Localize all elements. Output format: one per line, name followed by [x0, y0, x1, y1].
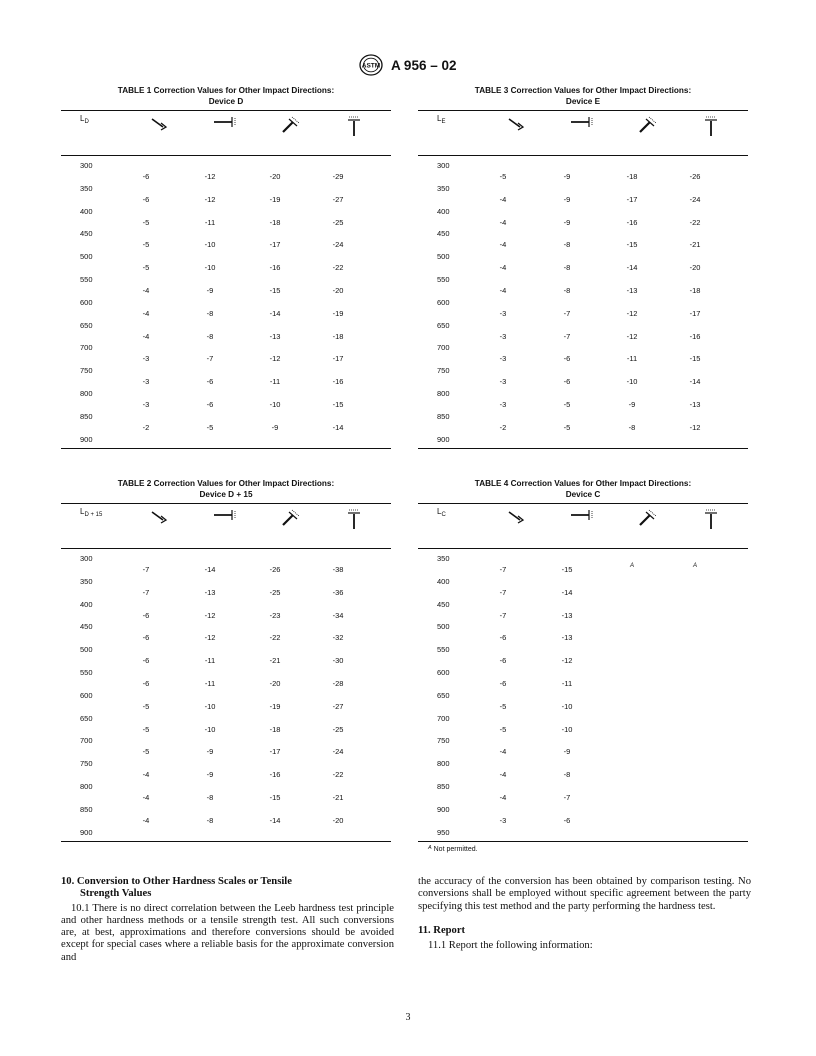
para-10-1-continued: the accuracy of the conversion has been obtained by comparison testing. No conversions shall be employed without specific agreement between the party specifying this test method and the party performing the hardness test. [418, 876, 751, 912]
table-cell: -9 [563, 217, 571, 227]
row-label: 850 [80, 411, 93, 421]
table-cell: -5 [142, 263, 150, 273]
impact-diagonal-up-icon [277, 115, 301, 140]
row-label: 800 [437, 759, 450, 769]
table-cell: -7 [563, 793, 571, 802]
table-cell: -24 [689, 194, 701, 204]
impact-vertical-up-icon [703, 508, 719, 535]
leeb-value-header: $L_E$ [437, 114, 446, 125]
table-cell: -15 [561, 565, 573, 574]
table-cell: -8 [628, 422, 636, 432]
table-cell: -8 [206, 331, 214, 341]
table-cell: -15 [269, 793, 281, 802]
table-cell: -2 [499, 422, 507, 432]
row-label: 700 [437, 343, 450, 353]
impact-diagonal-down-icon [149, 508, 171, 531]
designation: A 956 – 02 [390, 57, 457, 73]
table-cell: -6 [563, 354, 571, 364]
page-header [0, 54, 816, 76]
para-10-1: 10.1 There is no direct correlation between the Leeb hardness test principle and other hardness methods or a tensile strength test. All such conversions are, at best, approximations and therefore conversions should be avoided except for special cases where a reliable basis for the approximate conversion and [61, 902, 394, 963]
impact-vertical-up-icon [346, 115, 362, 142]
table-cell: -6 [142, 679, 150, 688]
row-label: 600 [437, 668, 450, 677]
table-cell: -12 [626, 308, 638, 318]
table-cell: -9 [271, 422, 279, 432]
row-label: 600 [80, 690, 93, 700]
table-cell: -8 [563, 263, 571, 273]
row-label: 850 [437, 411, 450, 421]
table-cell: -26 [269, 565, 281, 574]
row-label: 500 [80, 645, 93, 655]
table-cell: -16 [689, 331, 701, 341]
row-label: 650 [80, 320, 93, 330]
impact-diagonal-down-icon [506, 508, 528, 531]
row-label: 350 [437, 554, 450, 563]
table-header-row [61, 111, 391, 155]
table-cell: -4 [499, 194, 507, 204]
table-cell: -22 [332, 263, 344, 273]
table-cell: -4 [499, 240, 507, 250]
row-label: 400 [437, 576, 450, 586]
table-cell: -28 [332, 679, 344, 688]
table-caption-line1: TABLE 2 Correction Values for Other Impact Directions: [117, 479, 335, 488]
table-cell: -19 [269, 701, 281, 711]
table-cell: -21 [269, 656, 281, 666]
table-cell: -6 [563, 815, 571, 825]
table-cell: -7 [142, 587, 150, 597]
table-cell: -5 [142, 701, 150, 711]
table-cell: -5 [206, 422, 214, 432]
table-cell: -8 [563, 286, 571, 295]
row-label: 600 [437, 297, 450, 307]
row-label: 400 [437, 206, 450, 216]
table-cell: -13 [269, 331, 281, 341]
table-cell: -17 [269, 240, 281, 250]
table-caption-device: Device D + 15 [199, 489, 253, 499]
table-cell: -23 [269, 610, 281, 620]
table-cell: -17 [332, 354, 344, 364]
table-cell: -5 [563, 422, 571, 432]
table-caption [61, 86, 391, 107]
table-cell: -4 [142, 770, 150, 780]
row-label: 950 [437, 827, 450, 837]
leeb-value-header: $L_C$ [437, 507, 446, 518]
table-cell: -9 [628, 400, 636, 409]
table-cell: -4 [499, 263, 507, 273]
table-cell: -12 [204, 633, 216, 643]
table-cell: -22 [269, 633, 281, 643]
table-cell: -4 [142, 308, 150, 318]
table-cell: -16 [626, 217, 638, 227]
table-cell: -16 [332, 377, 344, 387]
table-header-row [61, 504, 391, 548]
correction-table [418, 479, 748, 853]
row-label: 750 [437, 736, 450, 746]
table-cell: -20 [332, 286, 344, 295]
table-cell: -9 [206, 286, 214, 295]
table-cell: -3 [142, 377, 150, 387]
table-cell: -17 [269, 747, 281, 757]
table-cell: -13 [204, 587, 216, 597]
correction-table [418, 86, 748, 449]
table-cell: -12 [204, 194, 216, 204]
row-label: 600 [80, 297, 93, 307]
row-label: 750 [80, 366, 93, 376]
table-caption-line1: TABLE 1 Correction Values for Other Impact Directions: [117, 86, 335, 95]
page-number: 3 [405, 1012, 411, 1023]
table-caption [61, 479, 391, 500]
table-cell: -4 [499, 770, 507, 780]
table-cell: -10 [561, 724, 573, 734]
table-cell: -4 [499, 793, 507, 802]
row-label: 350 [437, 183, 450, 193]
row-label: 350 [80, 576, 93, 586]
para-11-1: 11.1 Report the following information: [428, 940, 593, 952]
row-label: 750 [437, 366, 450, 376]
table-cell: -3 [499, 377, 507, 387]
table-cell: -6 [206, 400, 214, 409]
table-cell: -5 [142, 747, 150, 757]
row-label: 300 [437, 161, 450, 170]
row-label: 350 [80, 183, 93, 193]
table-cell: -6 [142, 194, 150, 204]
table-cell: -14 [269, 308, 281, 318]
table-caption [418, 86, 748, 107]
table-cell: -10 [204, 263, 216, 273]
table-cell: -9 [206, 770, 214, 780]
row-label: 750 [80, 759, 93, 769]
row-label: 550 [80, 668, 93, 677]
impact-diagonal-up-icon [277, 508, 301, 533]
row-label: 800 [80, 389, 93, 398]
table-cell: -6 [499, 656, 507, 666]
table-cell: -12 [204, 172, 216, 181]
table-cell: A [629, 563, 634, 569]
table-cell: -10 [204, 701, 216, 711]
svg-text:ASTM: ASTM [362, 62, 381, 70]
table-cell: -13 [561, 633, 573, 643]
table-cell: -10 [204, 724, 216, 734]
table-cell: -6 [142, 633, 150, 643]
section-10-heading: 10. Conversion to Other Hardness Scales or Tensile Strength Values [61, 876, 292, 900]
table-cell: -9 [563, 194, 571, 204]
table-cell: -7 [142, 565, 150, 574]
table-cell: -5 [563, 400, 571, 409]
table-cell: -15 [689, 354, 701, 364]
table-body [61, 548, 391, 841]
table-cell: -13 [689, 400, 701, 409]
table-cell: -20 [689, 263, 701, 273]
row-label: 900 [437, 434, 450, 444]
table-cell: -5 [499, 724, 507, 734]
table-cell: -4 [499, 286, 507, 295]
impact-horizontal-icon [212, 115, 240, 134]
table-cell: -7 [206, 354, 214, 364]
row-label: 850 [437, 782, 450, 791]
table-cell: -18 [332, 331, 344, 341]
table-cell: -24 [332, 240, 344, 250]
table-cell: -16 [269, 770, 281, 780]
table-cell: -3 [142, 354, 150, 364]
table-cell: -25 [332, 217, 344, 227]
table-cell: -18 [269, 724, 281, 734]
table-cell: -36 [332, 587, 344, 597]
row-label: 650 [437, 690, 450, 700]
astm-logo-icon [359, 54, 383, 76]
row-label: 650 [80, 713, 93, 723]
table-cell: -17 [626, 194, 638, 204]
table-cell: -16 [269, 263, 281, 273]
table-cell: -6 [499, 633, 507, 643]
table-cell: -4 [142, 286, 150, 295]
table-cell: A [692, 563, 697, 569]
table-cell: -7 [499, 610, 507, 620]
table-cell: -22 [689, 217, 701, 227]
table-cell: -7 [563, 331, 571, 341]
table-cell: -24 [332, 747, 344, 757]
section-right-column [418, 876, 751, 952]
table-cell: -4 [499, 747, 507, 757]
table-caption-device: Device C [565, 489, 601, 499]
table-cell: -11 [204, 679, 216, 688]
table-cell: -30 [332, 656, 344, 666]
impact-horizontal-icon [569, 115, 597, 134]
table-cell: -21 [689, 240, 701, 250]
leeb-value-header: $L_D$ [80, 114, 89, 125]
table-cell: -19 [269, 194, 281, 204]
impact-diagonal-down-icon [149, 115, 171, 138]
table-cell: -5 [499, 172, 507, 181]
table-cell: -20 [269, 172, 281, 181]
table-cell: -8 [206, 308, 214, 318]
table-cell: -12 [204, 610, 216, 620]
table-cell: -4 [499, 217, 507, 227]
row-label: 500 [437, 622, 450, 632]
leeb-value-header: $L_{D + 15}$ [80, 507, 103, 518]
table-cell: -34 [332, 610, 344, 620]
table-cell: -29 [332, 172, 344, 181]
row-label: 900 [80, 827, 93, 837]
table-cell: -12 [561, 656, 573, 666]
table-cell: -10 [561, 701, 573, 711]
row-label: 500 [80, 252, 93, 262]
table-cell: -11 [626, 354, 638, 364]
table-cell: -5 [142, 724, 150, 734]
table-cell: -10 [204, 240, 216, 250]
row-label: 850 [80, 804, 93, 814]
table-footnote: $^A$ Not permitted. [428, 845, 478, 853]
row-label: 450 [80, 229, 93, 239]
impact-diagonal-down-icon [506, 115, 528, 138]
table-cell: -14 [332, 422, 344, 432]
table-cell: -13 [561, 610, 573, 620]
table-cell: -25 [332, 724, 344, 734]
table-cell: -7 [499, 587, 507, 597]
row-label: 900 [80, 434, 93, 444]
table-caption-line1: TABLE 3 Correction Values for Other Impact Directions: [474, 86, 692, 95]
table-cell: -7 [499, 565, 507, 574]
table-cell: -14 [269, 815, 281, 825]
table-cell: -6 [563, 377, 571, 387]
table-cell: -6 [206, 377, 214, 387]
impact-horizontal-icon [569, 508, 597, 527]
row-label: 650 [437, 320, 450, 330]
table-cell: -13 [626, 286, 638, 295]
table-cell: -38 [332, 565, 344, 574]
table-cell: -19 [332, 308, 344, 318]
table-cell: -18 [269, 217, 281, 227]
table-cell: -20 [269, 679, 281, 688]
table-cell: -3 [499, 815, 507, 825]
row-label: 700 [80, 736, 93, 746]
row-label: 550 [80, 275, 93, 284]
row-label: 450 [437, 599, 450, 609]
row-label: 300 [80, 161, 93, 170]
table-cell: -20 [332, 815, 344, 825]
table-cell: -3 [499, 400, 507, 409]
row-label: 800 [437, 389, 450, 398]
section-11-heading: 11. Report [418, 924, 466, 936]
table-cell: -6 [142, 610, 150, 620]
table-cell: -11 [269, 377, 281, 387]
table-cell: -8 [563, 240, 571, 250]
row-label: 400 [80, 599, 93, 609]
row-label: 450 [80, 622, 93, 632]
table-cell: -8 [206, 815, 214, 825]
table-cell: -3 [499, 308, 507, 318]
table-cell: -14 [561, 587, 573, 597]
table-cell: -9 [563, 172, 571, 181]
table-body [418, 155, 748, 448]
table-cell: -11 [561, 679, 573, 688]
table-cell: -27 [332, 194, 344, 204]
table-cell: -14 [204, 565, 216, 574]
row-label: 550 [437, 275, 450, 284]
impact-diagonal-up-icon [634, 508, 658, 533]
row-label: 300 [80, 554, 93, 563]
table-cell: -5 [142, 240, 150, 250]
table-cell: -11 [204, 656, 216, 666]
table-cell: -4 [142, 331, 150, 341]
table-cell: -5 [142, 217, 150, 227]
row-label: 700 [80, 343, 93, 353]
table-cell: -32 [332, 633, 344, 643]
row-label: 700 [437, 713, 450, 723]
table-cell: -22 [332, 770, 344, 780]
table-cell: -5 [499, 701, 507, 711]
table-cell: -4 [142, 815, 150, 825]
table-cell: -14 [689, 377, 701, 387]
table-body [61, 155, 391, 448]
table-cell: -17 [689, 308, 701, 318]
table-header-row [418, 111, 748, 155]
table-cell: -27 [332, 701, 344, 711]
table-cell: -18 [689, 286, 701, 295]
impact-horizontal-icon [212, 508, 240, 527]
table-cell: -12 [689, 422, 701, 432]
row-label: 450 [437, 229, 450, 239]
impact-diagonal-up-icon [634, 115, 658, 140]
table-cell: -10 [626, 377, 638, 387]
table-cell: -3 [499, 331, 507, 341]
table-cell: -9 [206, 747, 214, 757]
table-cell: -15 [332, 400, 344, 409]
table-cell: -8 [563, 770, 571, 780]
table-cell: -3 [499, 354, 507, 364]
table-body [418, 548, 748, 841]
table-cell: -3 [142, 400, 150, 409]
row-label: 400 [80, 206, 93, 216]
table-cell: -6 [142, 172, 150, 181]
table-cell: -26 [689, 172, 701, 181]
table-cell: -4 [142, 793, 150, 802]
table-cell: -6 [142, 656, 150, 666]
correction-table [61, 86, 391, 449]
table-cell: -11 [204, 217, 216, 227]
row-label: 800 [80, 782, 93, 791]
table-cell: -10 [269, 400, 281, 409]
row-label: 500 [437, 252, 450, 262]
impact-vertical-up-icon [346, 508, 362, 535]
table-cell: -9 [563, 747, 571, 757]
table-caption [418, 479, 748, 500]
row-label: 900 [437, 804, 450, 814]
impact-vertical-up-icon [703, 115, 719, 142]
table-cell: -18 [626, 172, 638, 181]
correction-table [61, 479, 391, 842]
table-cell: -12 [626, 331, 638, 341]
table-cell: -2 [142, 422, 150, 432]
table-header-row [418, 504, 748, 548]
table-cell: -15 [626, 240, 638, 250]
section-10-left [61, 876, 394, 964]
table-cell: -21 [332, 793, 344, 802]
table-caption-device: Device D [208, 96, 244, 106]
table-cell: -15 [269, 286, 281, 295]
table-caption-device: Device E [565, 96, 601, 106]
table-cell: -8 [206, 793, 214, 802]
table-cell: -6 [499, 679, 507, 688]
table-cell: -25 [269, 587, 281, 597]
table-caption-line1: TABLE 4 Correction Values for Other Impact Directions: [474, 479, 692, 488]
table-cell: -12 [269, 354, 281, 364]
table-cell: -7 [563, 308, 571, 318]
row-label: 550 [437, 645, 450, 655]
table-cell: -14 [626, 263, 638, 273]
